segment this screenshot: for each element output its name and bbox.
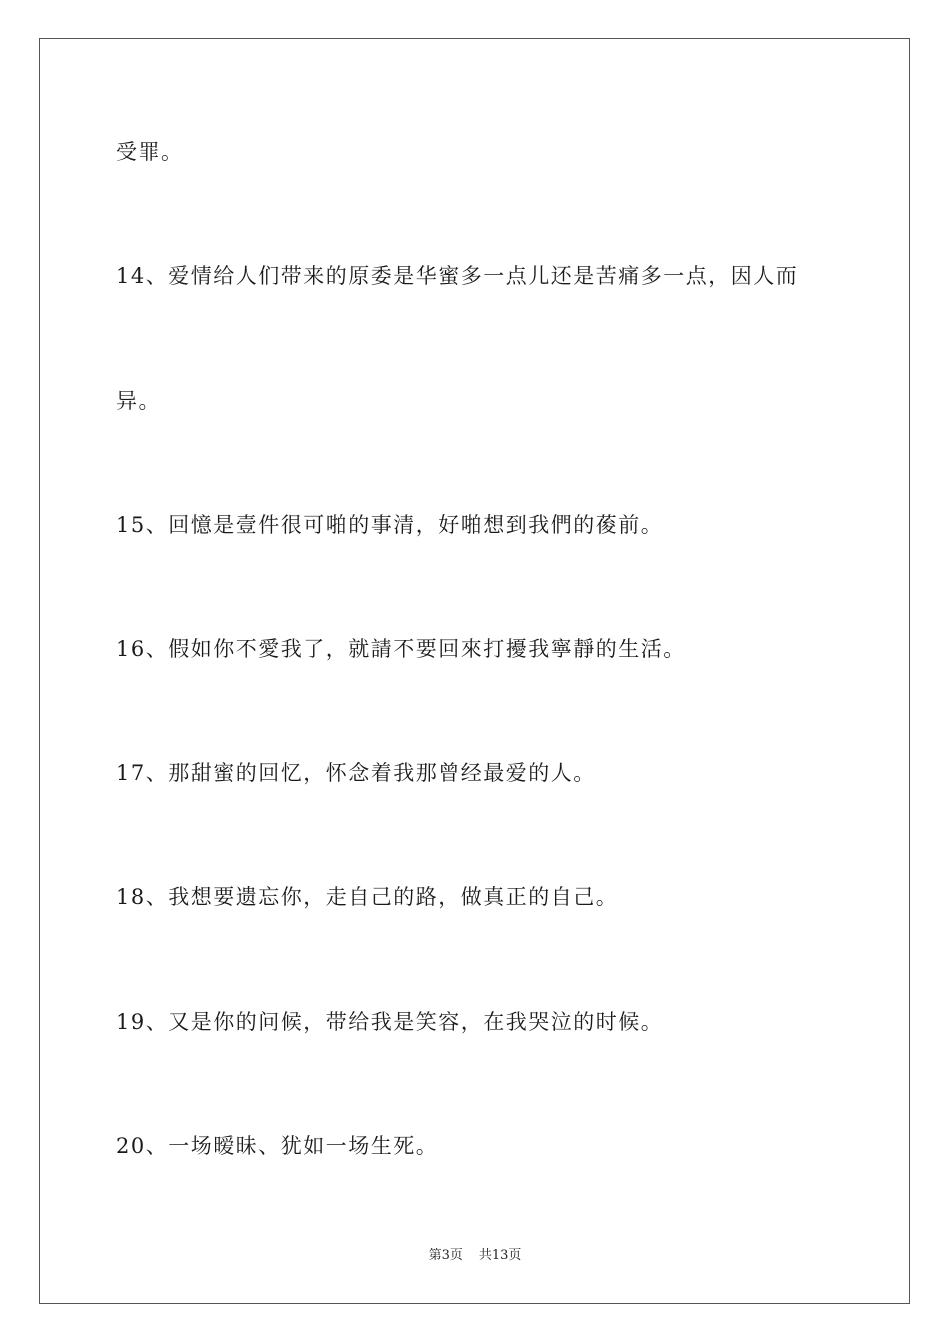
- text-line: 受罪。: [116, 140, 184, 164]
- text-line: 16、假如你不愛我了，就請不要回來打擾我寧靜的生活。: [116, 637, 686, 661]
- page-footer: [0, 1247, 950, 1265]
- text-line: 20、一场暧昧、犹如一场生死。: [116, 1134, 439, 1158]
- page-border: [39, 38, 910, 1304]
- page-total: 共13页: [478, 1248, 522, 1263]
- text-line: 18、我想要遗忘你，走自己的路，做真正的自己。: [116, 885, 619, 909]
- text-line: 19、又是你的问候，带给我是笑容，在我哭泣的时候。: [116, 1010, 664, 1034]
- text-line: 15、回憶是壹件很可啪的事清，好啪想到我們的葰前。: [116, 513, 664, 537]
- text-line: 17、那甜蜜的回忆，怀念着我那曾经最爱的人。: [116, 761, 596, 785]
- text-line: 异。: [116, 389, 161, 413]
- page-number: 第3页: [428, 1248, 463, 1263]
- text-line: 14、爱情给人们带来的原委是华蜜多一点儿还是苦痛多一点，因人而: [116, 264, 799, 288]
